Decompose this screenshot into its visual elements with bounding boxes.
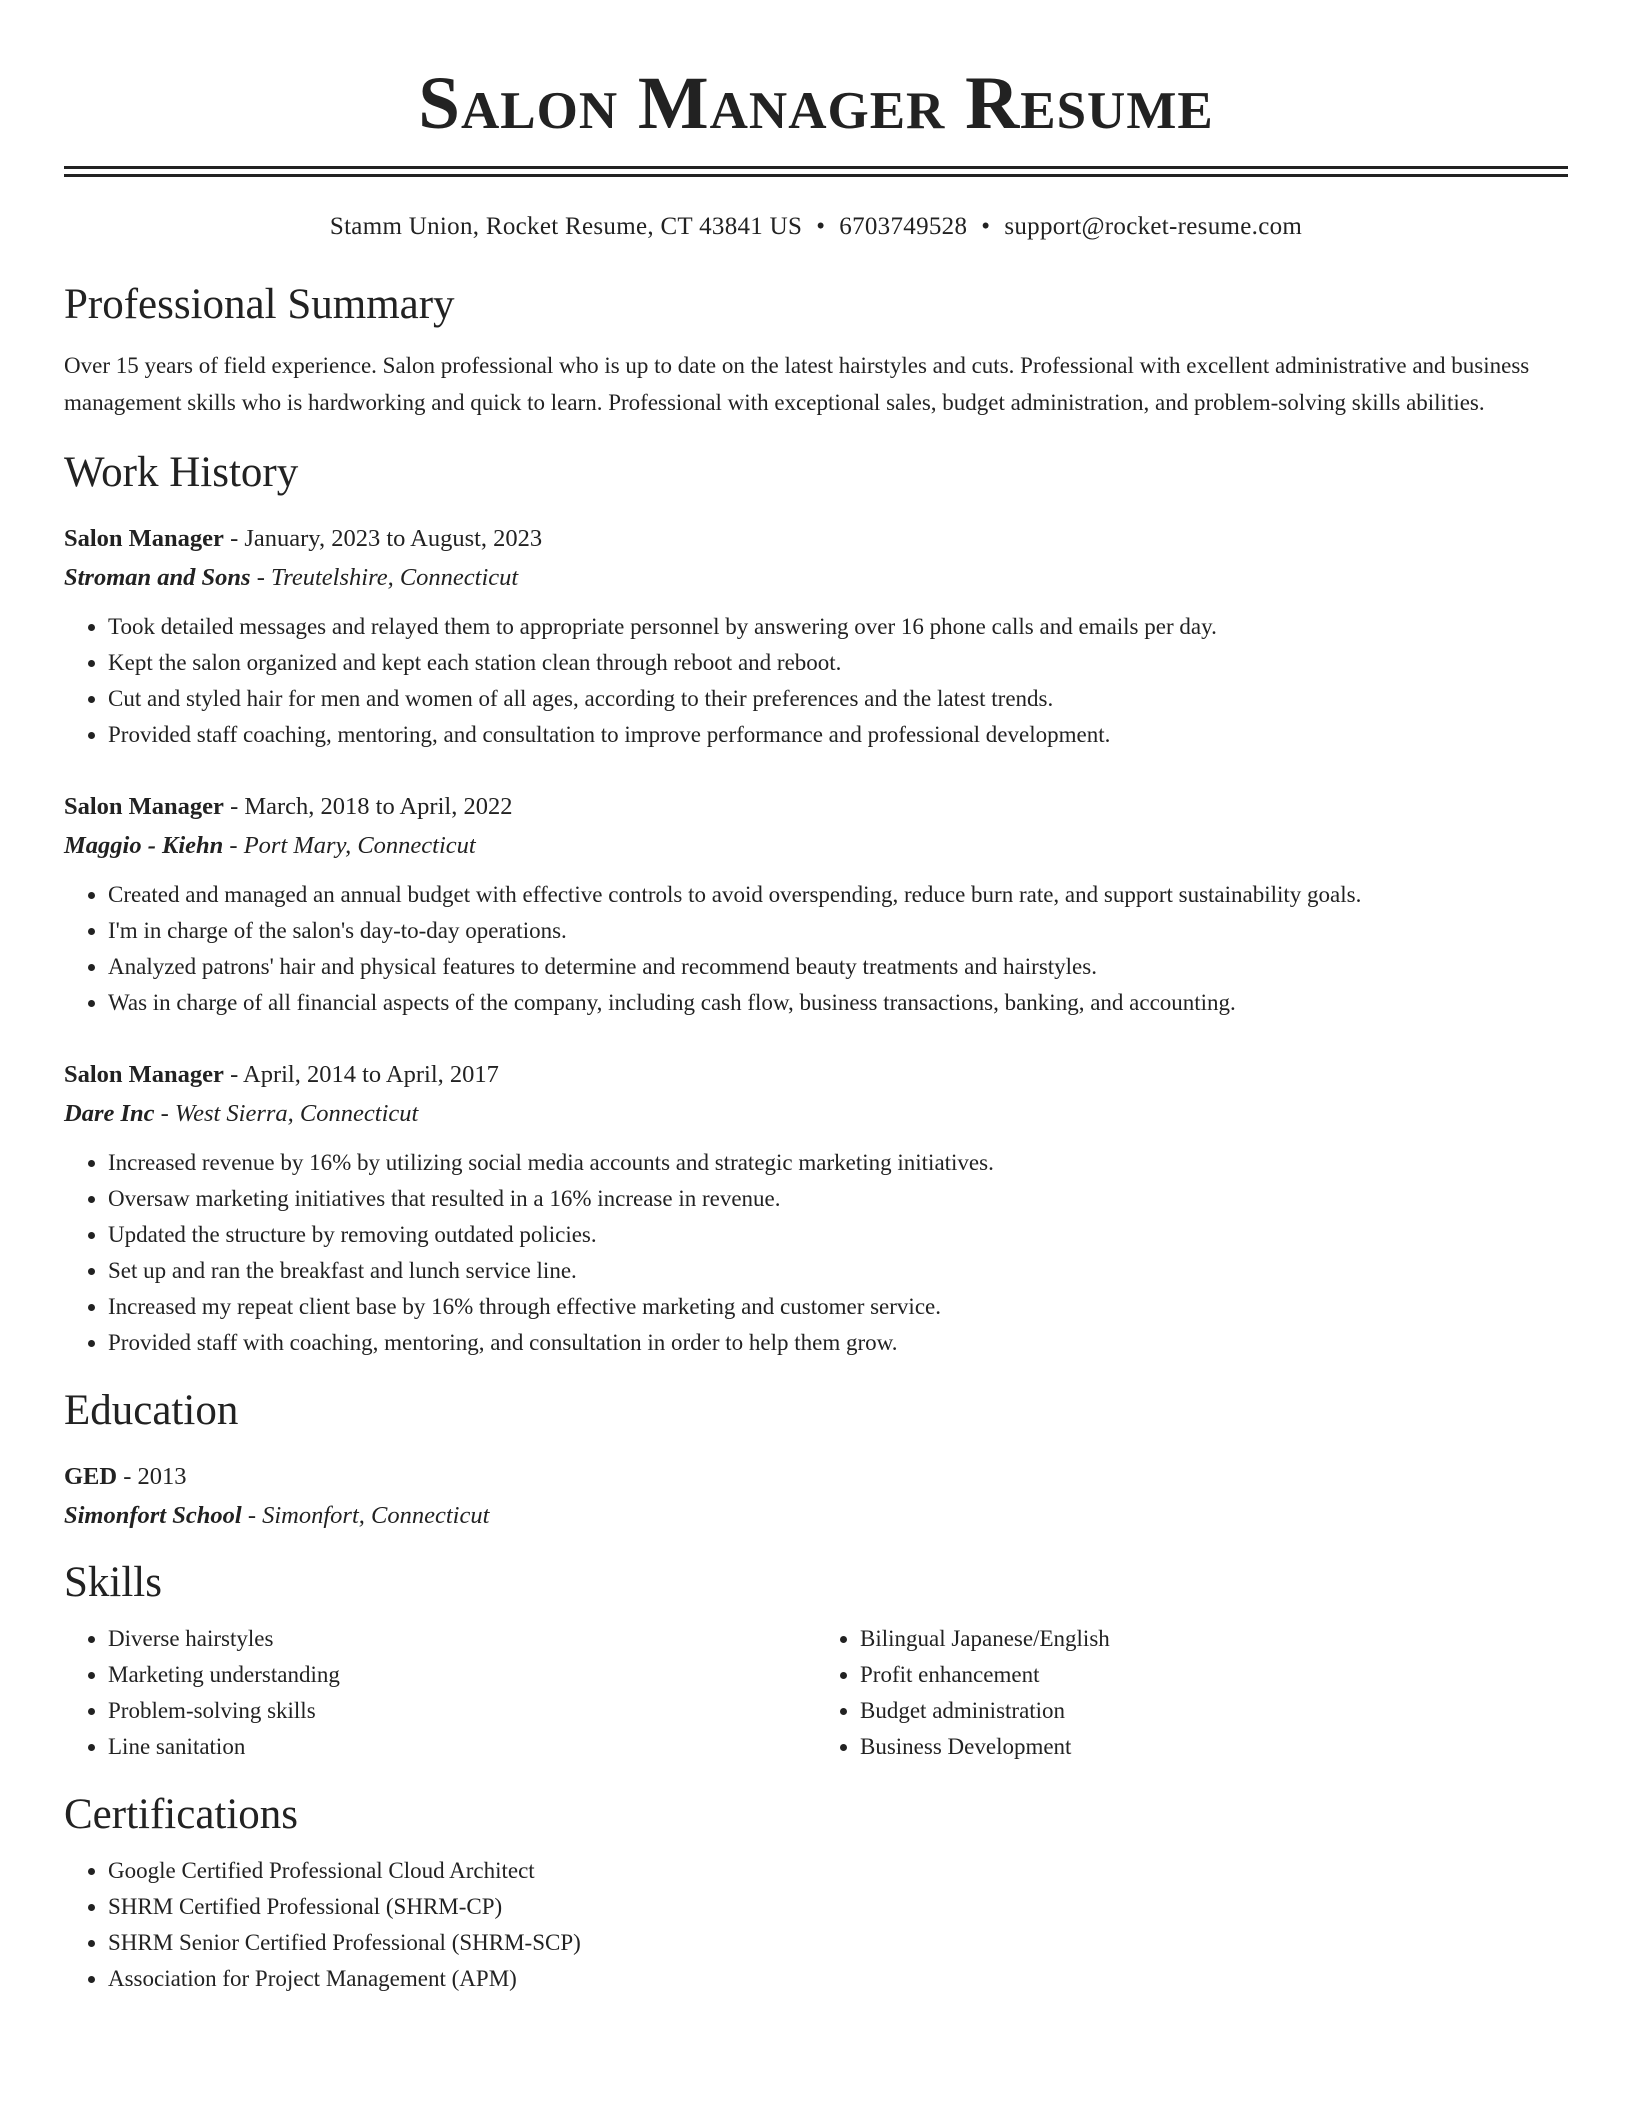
education-year: - 2013 bbox=[117, 1463, 187, 1490]
job-company: Dare Inc bbox=[64, 1100, 155, 1127]
job-entry bbox=[64, 787, 1568, 1021]
certification-item: • SHRM Certified Professional (SHRM-CP) bbox=[108, 1889, 1568, 1925]
skill-item: • Budget administration bbox=[860, 1693, 1568, 1729]
job-bullet-list bbox=[64, 877, 1568, 1021]
job-dates: - January, 2023 to August, 2023 bbox=[223, 525, 543, 552]
skill-item: • Marketing understanding bbox=[108, 1657, 816, 1693]
title-divider-thin bbox=[64, 174, 1568, 177]
education-school-line bbox=[64, 1497, 1568, 1535]
job-entry bbox=[64, 519, 1568, 753]
certification-item: • SHRM Senior Certified Professional (SHRM-SCP) bbox=[108, 1925, 1568, 1961]
job-bullet: • Increased my repeat client base by 16% through effective marketing and customer service. bbox=[108, 1289, 1568, 1325]
job-company: Stroman and Sons bbox=[64, 564, 251, 591]
job-bullet: • I'm in charge of the salon's day-to-day operations. bbox=[108, 913, 1568, 949]
contact-line bbox=[64, 211, 1568, 243]
summary-heading: Professional Summary bbox=[64, 281, 455, 328]
job-location: - West Sierra, Connecticut bbox=[154, 1100, 419, 1127]
job-location: - Port Mary, Connecticut bbox=[223, 832, 476, 859]
certifications-list bbox=[64, 1853, 1568, 1997]
job-bullet: • Oversaw marketing initiatives that resulted in a 16% increase in revenue. bbox=[108, 1181, 1568, 1217]
job-bullet: • Was in charge of all financial aspects of the company, including cash flow, business transactions, banking, and accounting. bbox=[108, 985, 1568, 1021]
skill-item: • Bilingual Japanese/English bbox=[860, 1621, 1568, 1657]
skill-item: • Line sanitation bbox=[108, 1729, 816, 1765]
title-divider-thick bbox=[64, 166, 1568, 169]
skills-column-left bbox=[64, 1621, 816, 1765]
education-entry bbox=[64, 1457, 1568, 1535]
summary-text: Over 15 years of field experience. Salon professional who is up to date on the latest hairstyles and cuts. Professional with excellent administrative and business management skills who is hardworking and quick to learn. Professional with exceptional sales, budget administration, and problem-solving skills abilities. bbox=[64, 353, 1530, 415]
job-bullet: • Increased revenue by 16% by utilizing social media accounts and strategic marketing initiatives. bbox=[108, 1145, 1568, 1181]
skill-item: • Problem-solving skills bbox=[108, 1693, 816, 1729]
education-heading: Education bbox=[64, 1387, 239, 1434]
job-bullet: • Kept the salon organized and kept each station clean through reboot and reboot. bbox=[108, 645, 1568, 681]
resume-title: Salon Manager Resume bbox=[418, 62, 1214, 145]
certifications-heading: Certifications bbox=[64, 1791, 299, 1838]
contact-phone: 6703749528 bbox=[839, 213, 968, 240]
job-company: Maggio - Kiehn bbox=[64, 832, 224, 859]
work-history-heading: Work History bbox=[64, 449, 299, 496]
job-bullet: • Took detailed messages and relayed them to appropriate personnel by answering over 16 phone calls and emails per day. bbox=[108, 609, 1568, 645]
contact-separator: • bbox=[981, 213, 991, 240]
skills-column-right bbox=[816, 1621, 1568, 1765]
job-dates: - April, 2014 to April, 2017 bbox=[223, 1061, 499, 1088]
job-bullet: • Created and managed an annual budget with effective controls to avoid overspending, reduce burn rate, and support sustainability goals. bbox=[108, 877, 1568, 913]
contact-separator: • bbox=[816, 213, 826, 240]
job-title: Salon Manager bbox=[64, 525, 224, 552]
skills-grid bbox=[64, 1621, 1568, 1765]
job-title: Salon Manager bbox=[64, 1061, 224, 1088]
contact-email: support@rocket-resume.com bbox=[1004, 213, 1303, 240]
job-bullet: • Updated the structure by removing outdated policies. bbox=[108, 1217, 1568, 1253]
job-bullet: • Analyzed patrons' hair and physical features to determine and recommend beauty treatments and hairstyles. bbox=[108, 949, 1568, 985]
certification-item: • Google Certified Professional Cloud Architect bbox=[108, 1853, 1568, 1889]
education-degree: GED bbox=[64, 1463, 118, 1490]
work-history-list bbox=[64, 519, 1568, 1361]
certification-item: • Association for Project Management (APM) bbox=[108, 1961, 1568, 1997]
education-school: Simonfort School bbox=[64, 1502, 242, 1529]
job-title-line bbox=[64, 787, 1568, 827]
job-dates: - March, 2018 to April, 2022 bbox=[223, 793, 513, 820]
skill-item: • Profit enhancement bbox=[860, 1657, 1568, 1693]
job-company-line bbox=[64, 1095, 1568, 1133]
job-bullet: • Provided staff with coaching, mentoring, and consultation in order to help them grow. bbox=[108, 1325, 1568, 1361]
skill-item: • Diverse hairstyles bbox=[108, 1621, 816, 1657]
job-bullet-list bbox=[64, 1145, 1568, 1361]
job-bullet: • Set up and ran the breakfast and lunch service line. bbox=[108, 1253, 1568, 1289]
contact-address: Stamm Union, Rocket Resume, CT 43841 US bbox=[329, 213, 803, 240]
job-company-line bbox=[64, 827, 1568, 865]
job-location: - Treutelshire, Connecticut bbox=[250, 564, 519, 591]
skills-heading: Skills bbox=[64, 1559, 162, 1606]
job-entry bbox=[64, 1055, 1568, 1361]
job-title-line bbox=[64, 1055, 1568, 1095]
education-degree-line bbox=[64, 1457, 1568, 1497]
job-bullet: • Provided staff coaching, mentoring, and consultation to improve performance and professional development. bbox=[108, 717, 1568, 753]
skill-item: • Business Development bbox=[860, 1729, 1568, 1765]
job-title: Salon Manager bbox=[64, 793, 224, 820]
job-bullet-list bbox=[64, 609, 1568, 753]
job-title-line bbox=[64, 519, 1568, 559]
job-bullet: • Cut and styled hair for men and women of all ages, according to their preferences and the latest trends. bbox=[108, 681, 1568, 717]
education-location: - Simonfort, Connecticut bbox=[241, 1502, 490, 1529]
job-company-line bbox=[64, 559, 1568, 597]
